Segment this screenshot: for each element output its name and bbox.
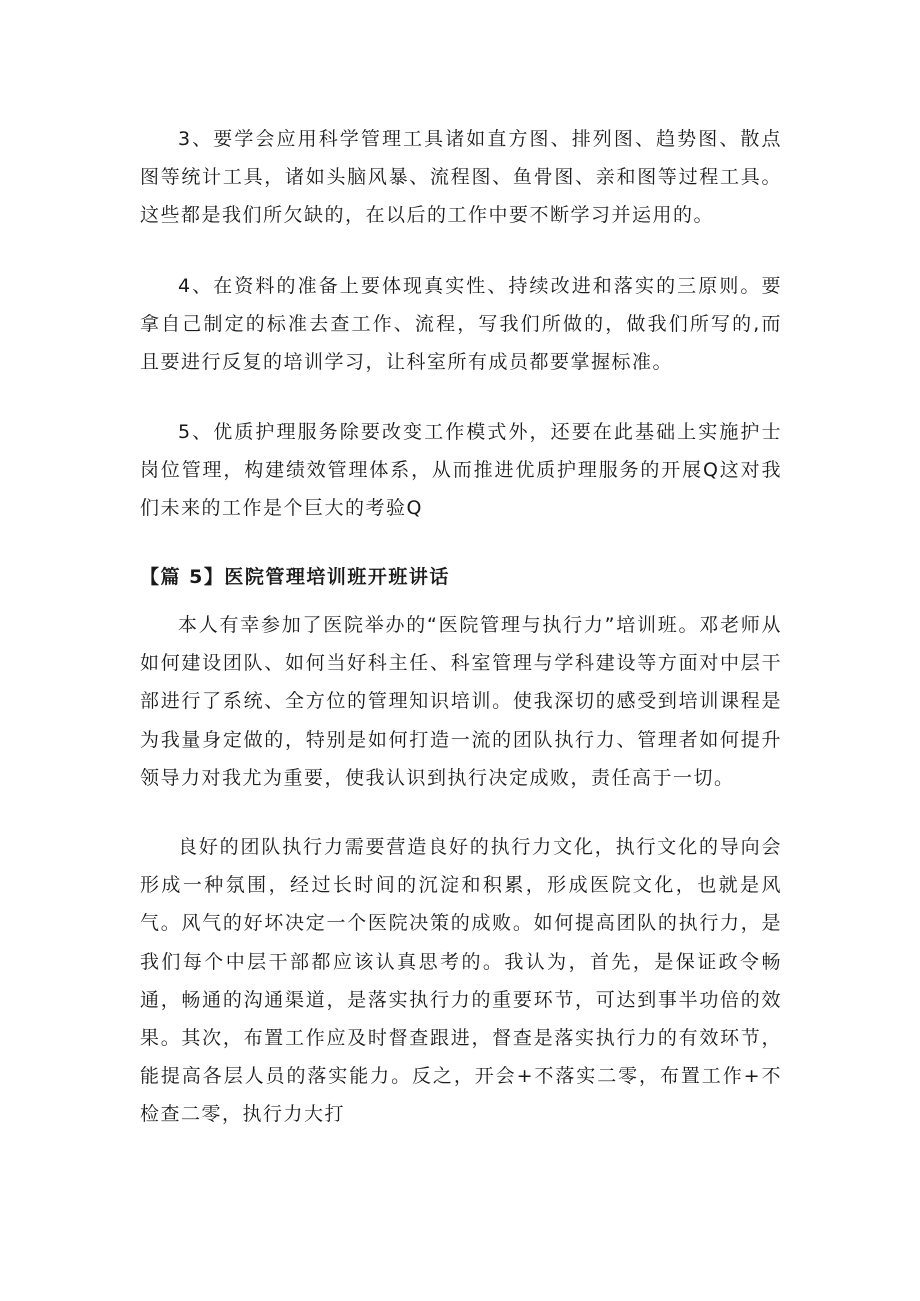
heading-title: 医院管理培训班开班讲话 [224,566,450,588]
heading-label: 篇 5 [160,566,204,588]
paragraph-execution: 良好的团队执行力需要营造良好的执行力文化，执行文化的导向会形成一种氛围，经过长时间的沉淀和积累，形成医院文化，也就是风气。风气的好坏决定一个医院决策的成败。如何提高团队的执行力，是我们每个中层干部都应该认真思考的。我认为，首先，是保证政令畅通，畅通的沟通渠道，是落实执行力的重要环节，可达到事半功倍的效果。其次，布置工作应及时督查跟进，督查是落实执行力的有效环节，能提高各层人员的落实能力。反之，开会+不落实二零，布置工作+不检查二零，执行力大打 [140,836,782,1126]
paragraph-item-3: 3、要学会应用科学管理工具诸如直方图、排列图、趋势图、散点图等统计工具，诸如头脑风暴、流程图、鱼骨图、亲和图等过程工具。这些都是我们所欠缺的，在以后的工作中要不断学习并运用的。 [140,128,782,227]
paragraph-item-5: 5、优质护理服务除要改变工作模式外，还要在此基础上实施护士岗位管理，构建绩效管理体系，从而推进优质护理服务的开展Q这对我们未来的工作是个巨大的考验Q [140,421,782,520]
paragraph-intro: 本人有幸参加了医院举办的“医院管理与执行力”培训班。邓老师从如何建设团队、如何当好科主任、科室管理与学科建设等方面对中层干部进行了系统、全方位的管理知识培训。使我深切的感受到培训课程是为我量身定做的，特别是如何打造一流的团队执行力、管理者如何提升领导力对我尤为重要，使我认识到执行决定成败，责任高于一切。 [140,614,782,789]
heading-bracket-close: 】 [203,566,225,588]
section-heading [140,558,782,596]
heading-bracket-open: 【 [140,566,161,588]
paragraph-item-4: 4、在资料的准备上要体现真实性、持续改进和落实的三原则。要拿自己制定的标准去查工作、流程，写我们所做的，做我们所写的,而且要进行反复的培训学习，让科室所有成员都要掌握标准。 [140,275,782,374]
